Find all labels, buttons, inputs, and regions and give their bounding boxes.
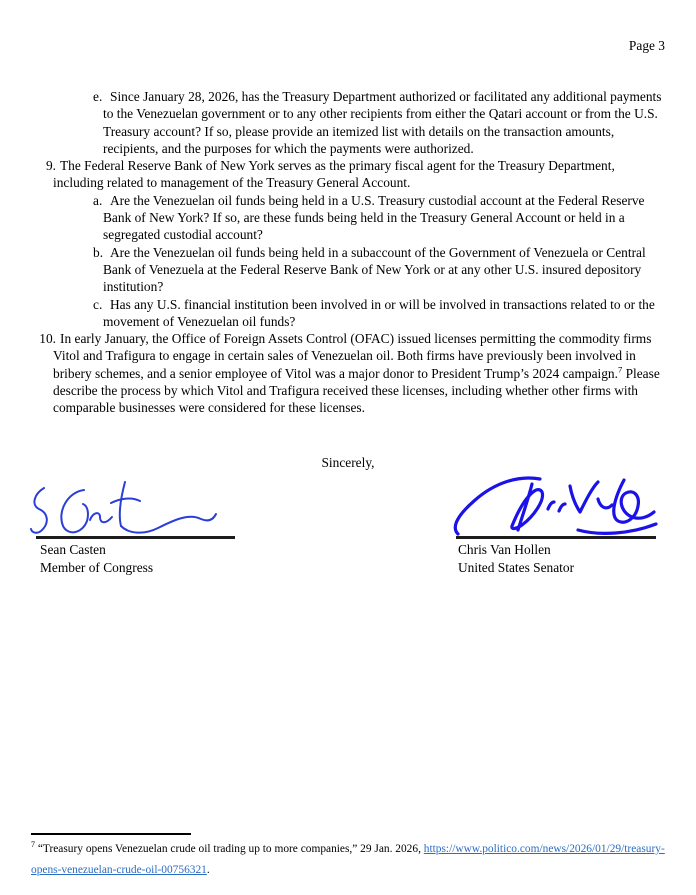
signer-title: Member of Congress: [40, 559, 154, 575]
signer-name: Sean Casten: [40, 542, 106, 557]
footnote-number: 7: [31, 840, 35, 850]
signature-chris-van-hollen: [448, 472, 662, 540]
list-marker: a.: [93, 192, 103, 208]
footnote-separator: [31, 833, 191, 835]
list-item-text: Since January 28, 2026, has the Treasury Department authorized or facilitated any additional payments to the Venezuelan government or to any other recipients from either the Qatari account or from the U.S. Treasury account? If so, please provide an itemized list with details on the transaction amounts, recipients, and the purposes for which the payments were authorized.: [103, 89, 662, 156]
letter-body: [0, 88, 696, 417]
list-item-e: [0, 88, 696, 157]
list-marker: 9.: [45, 158, 56, 174]
signer-title: United States Senator: [458, 559, 575, 575]
list-item-text: Are the Venezuelan oil funds being held in a U.S. Treasury custodial account at the Federal Reserve Bank of New York? If so, are these funds being held in the Treasury General Account or held in a segregated custodial account?: [103, 192, 645, 243]
list-marker: c.: [93, 296, 103, 312]
list-marker: 10.: [39, 331, 56, 347]
closing-sincerely: Sincerely,: [321, 455, 375, 470]
signer-right: [458, 541, 574, 576]
footnote-reference: 7: [617, 364, 623, 375]
signature-line: [456, 536, 656, 539]
footnote-link[interactable]: https://www.politico.com/news/2026/01/29/treasury-opens-venezuelan-crude-oil-00756321: [31, 843, 665, 876]
list-item-9b: [0, 244, 696, 296]
signature-line: [36, 536, 235, 539]
list-marker: b.: [93, 244, 104, 260]
footnote: [31, 839, 674, 881]
list-item-9: [0, 157, 696, 192]
list-item-9c: [0, 296, 696, 331]
footnote-text: “Treasury opens Venezuelan crude oil trading up to more companies,” 29 Jan. 2026,: [35, 843, 424, 855]
footnote-suffix: .: [206, 864, 210, 876]
list-item-text: Are the Venezuelan oil funds being held in a subaccount of the Government of Venezuela or Central Bank of Venezuela at the Federal Reserve Bank of New York or at any other U.S. insured depository institution?: [103, 244, 646, 295]
signature-sean-casten: [28, 476, 220, 538]
signer-name: Chris Van Hollen: [458, 542, 551, 557]
list-marker: e.: [93, 89, 103, 104]
page-number: Page 3: [628, 38, 665, 53]
list-item-10: [0, 330, 696, 416]
list-item-text: In early January, the Office of Foreign Assets Control (OFAC) issued licenses permitting the commodity firms Vitol and Trafigura to engage in certain sales of Venezuelan oil. Both firms have previously been involved in bribery schemes, and a senior employee of Vitol was a major donor to President Trump’s 2024 campaign.: [53, 331, 652, 381]
list-item-text: Has any U.S. financial institution been involved in or will be involved in transactions related to or the movement of Venezuelan oil funds?: [103, 296, 655, 329]
signer-left: [40, 541, 153, 576]
list-item-text: The Federal Reserve Bank of New York serves as the primary fiscal agent for the Treasury Department, including related to management of the Treasury General Account.: [53, 158, 615, 191]
list-item-text: Please describe the process by which Vitol and Trafigura received these licenses, including whether other firms with comparable businesses were considered for these licenses.: [53, 365, 660, 416]
list-item-9a: [0, 192, 696, 244]
